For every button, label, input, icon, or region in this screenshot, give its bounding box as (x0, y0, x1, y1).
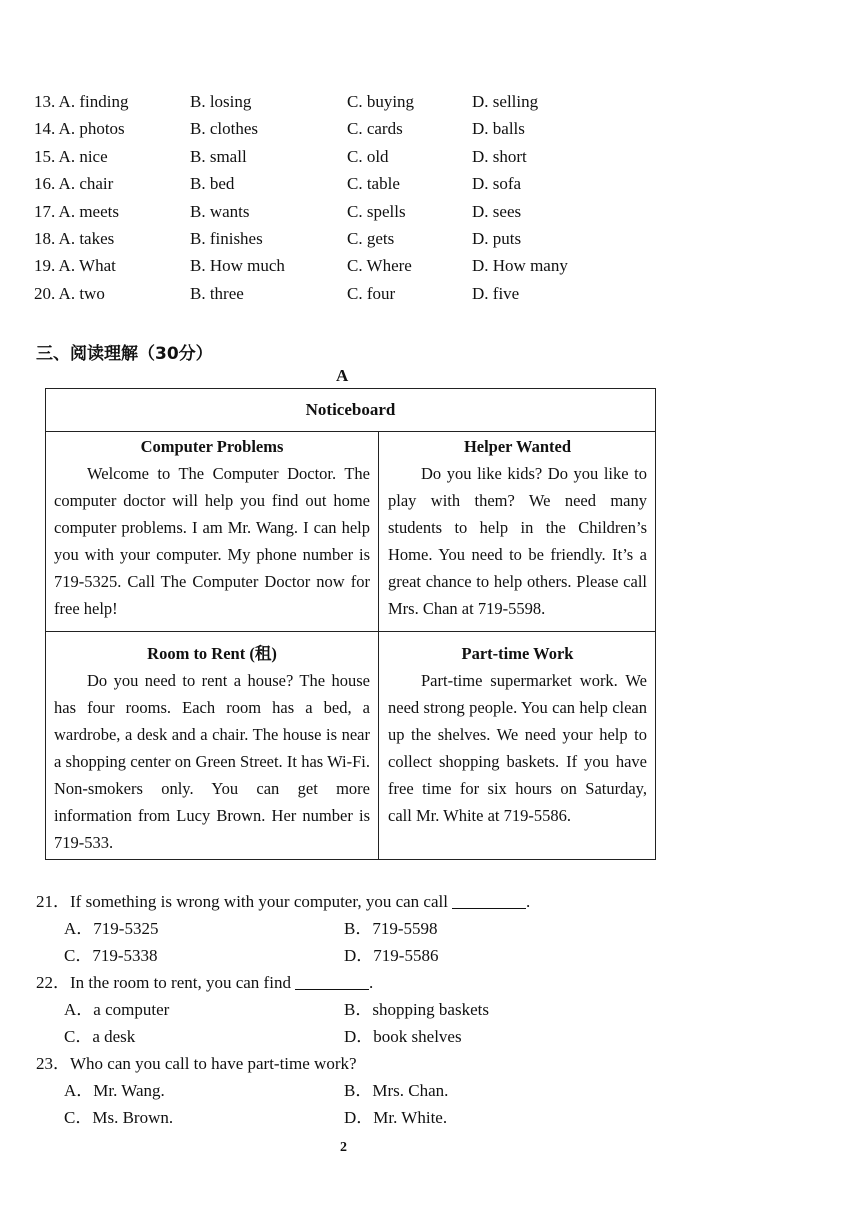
option-b: B. losing (190, 92, 252, 111)
option-row (34, 90, 654, 117)
option-d: D. sofa (472, 174, 522, 194)
option-a: A．a computer (64, 1000, 170, 1019)
notice-body: Do you like kids? Do you like to play with them? We need many students to help in the Children’s Home. You need to be friendly. It’s a great chance to help others. Please call Mrs. Chan at 719-5598. (388, 464, 647, 618)
option-b: B. three (190, 283, 244, 303)
notice-part-time-work (380, 640, 655, 829)
option-b: B. How much (190, 256, 285, 276)
question-23 (36, 1050, 656, 1077)
section-title: 三、阅读理解（30分） (36, 344, 213, 364)
notice-heading: Helper Wanted (463, 437, 572, 456)
option-d: D．book shelves (344, 1027, 462, 1046)
option-c: C．Ms. Brown. (64, 1108, 174, 1127)
option-row (34, 227, 654, 254)
page-number: 2 (340, 1140, 347, 1155)
question-option-a: 18. A. takes (34, 228, 115, 248)
option-row (34, 254, 654, 281)
noticeboard (45, 388, 656, 860)
option-c: C. table (347, 174, 400, 194)
notice-heading: Room to Rent (租) (147, 644, 277, 663)
option-c: C. cards (347, 119, 403, 139)
question-stem: 23．Who can you call to have part-time work? (36, 1054, 357, 1073)
part-label: A (336, 366, 349, 385)
option-d: D. five (472, 283, 520, 303)
option-d: D．Mr. White. (344, 1108, 448, 1127)
option-row (34, 282, 654, 309)
question-option-a: 19. A. What (34, 256, 116, 276)
option-d: D. puts (472, 228, 522, 248)
notice-body: Part-time supermarket work. We need strong people. You can help clean up the shelves. We need your help to collect shopping baskets. If you have free time for six hours on Saturday, call Mr. White at 719-5586. (388, 671, 647, 825)
option-c: C. old (347, 146, 389, 166)
option-c: C. gets (347, 228, 395, 248)
options-row (36, 942, 656, 969)
question-option-a: 14. A. photos (34, 119, 125, 139)
column-divider (378, 431, 379, 859)
cloze-options (34, 90, 654, 309)
option-d: D．719-5586 (344, 946, 439, 965)
question-22 (36, 969, 656, 996)
option-b: B. wants (190, 201, 250, 221)
notice-heading: Computer Problems (140, 437, 284, 456)
option-row (34, 145, 654, 172)
notice-body: Welcome to The Computer Doctor. The computer doctor will help you find out home computer problems. I am Mr. Wang. I can help you with your computer. My phone number is 719-5325. Call The Computer Doctor now for free help! (54, 464, 370, 618)
option-d: D. selling (472, 92, 539, 111)
option-row (34, 117, 654, 144)
question-21 (36, 888, 656, 915)
option-d: D. sees (472, 201, 522, 221)
options-row (36, 1077, 656, 1104)
stem-end: . (368, 973, 374, 992)
noticeboard-title: Noticeboard (46, 389, 655, 432)
options-row (36, 915, 656, 942)
option-b: B. finishes (190, 228, 263, 248)
question-option-a: 20. A. two (34, 283, 105, 303)
answer-blank (295, 972, 369, 990)
option-b: B. clothes (190, 119, 258, 139)
option-c: C. four (347, 283, 396, 303)
option-c: C．719-5338 (64, 946, 158, 965)
notice-body: Do you need to rent a house? The house has four rooms. Each room has a bed, a wardrobe, a desk and a chair. The house is near a shopping center on Green Street. It has Wi-Fi. Non-smokers only. You can get more information from Lucy Brown. Her number is 719-533. (54, 671, 370, 852)
option-b: B. bed (190, 174, 235, 194)
notice-heading: Part-time Work (461, 644, 574, 663)
question-option-a: 15. A. nice (34, 146, 108, 166)
option-b: B. small (190, 146, 247, 166)
notice-room-to-rent (46, 640, 378, 856)
options-row (36, 1104, 656, 1131)
option-row (34, 172, 654, 199)
option-d: D. short (472, 146, 527, 166)
option-row (34, 200, 654, 227)
notice-computer-problems (46, 433, 378, 622)
option-c: C. buying (347, 92, 415, 111)
answer-blank (452, 891, 526, 909)
option-b: B．Mrs. Chan. (344, 1081, 449, 1100)
notice-helper-wanted (380, 433, 655, 622)
question-stem: 22．In the room to rent, you can find (36, 973, 291, 992)
option-d: D. How many (472, 256, 568, 276)
option-a: A．719-5325 (64, 919, 159, 938)
options-row (36, 1023, 656, 1050)
row-divider (46, 631, 655, 632)
question-option-a: 13. A. finding (34, 92, 129, 111)
option-c: C. Where (347, 256, 412, 276)
option-c: C. spells (347, 201, 406, 221)
stem-end: . (525, 892, 531, 911)
option-c: C．a desk (64, 1027, 136, 1046)
options-row (36, 996, 656, 1023)
reading-questions (36, 888, 656, 1131)
question-option-a: 16. A. chair (34, 174, 114, 194)
question-stem: 21．If something is wrong with your computer, you can call (36, 892, 448, 911)
option-d: D. balls (472, 119, 525, 139)
option-b: B．shopping baskets (344, 1000, 489, 1019)
question-option-a: 17. A. meets (34, 201, 119, 221)
option-b: B．719-5598 (344, 919, 438, 938)
option-a: A．Mr. Wang. (64, 1081, 165, 1100)
